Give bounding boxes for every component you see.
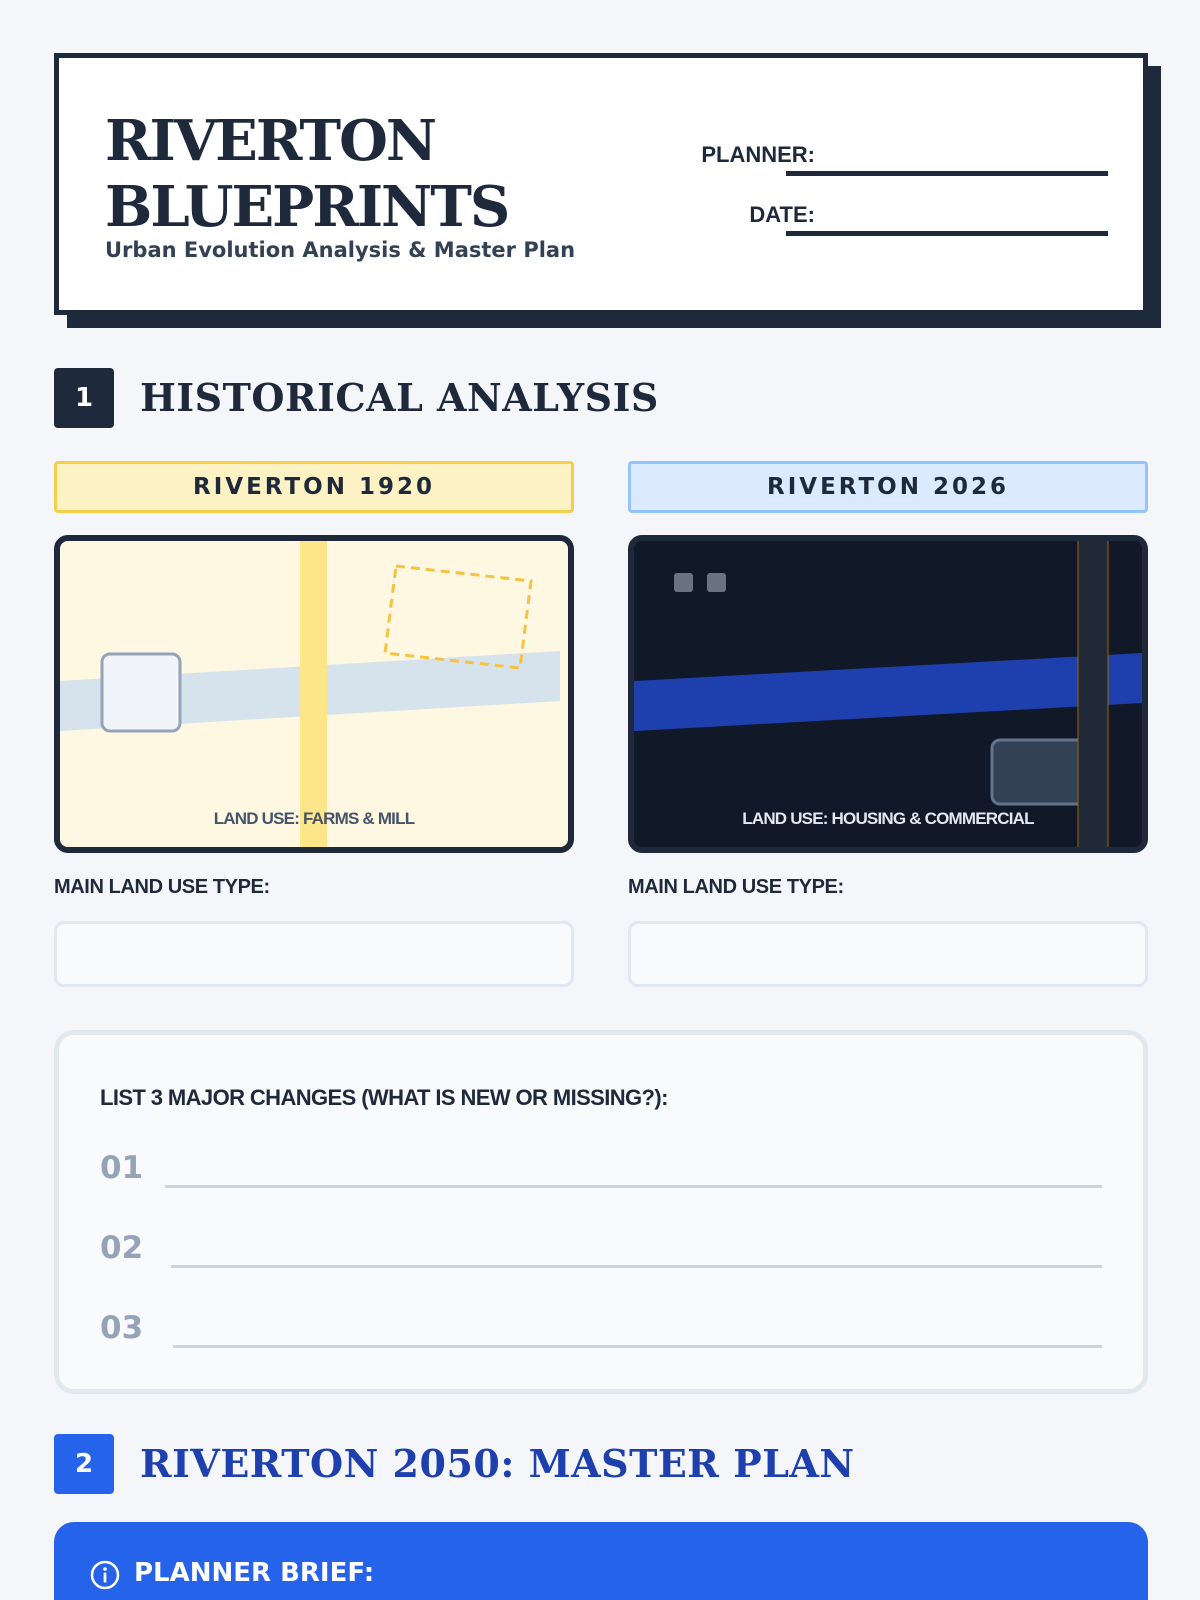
- section-2-number: 2: [54, 1434, 114, 1494]
- map-2026-drawing: [634, 541, 1142, 847]
- change-number-1: 01: [100, 1150, 144, 1186]
- land-use-input-1920[interactable]: [54, 921, 574, 987]
- worksheet-subtitle: Urban Evolution Analysis & Master Plan: [105, 238, 576, 262]
- change-line-2[interactable]: [171, 1265, 1102, 1268]
- section-2-title: RIVERTON 2050: MASTER PLAN: [140, 1441, 855, 1486]
- land-use-label-1920: MAIN LAND USE TYPE:: [54, 876, 270, 898]
- map-1920-caption: LAND USE: FARMS & MILL: [213, 809, 415, 828]
- title-line-2: BLUEPRINTS: [105, 174, 509, 240]
- change-number-2: 02: [100, 1230, 144, 1266]
- land-use-input-2026[interactable]: [628, 921, 1148, 987]
- road-shape: [300, 541, 327, 847]
- commercial-building: [992, 740, 1092, 804]
- change-line-3[interactable]: [173, 1345, 1102, 1348]
- major-changes-title: LIST 3 MAJOR CHANGES (WHAT IS NEW OR MISSING?):: [100, 1085, 668, 1110]
- planner-label: PLANNER:: [701, 142, 815, 167]
- title-line-1: RIVERTON: [105, 108, 436, 174]
- land-use-label-2026: MAIN LAND USE TYPE:: [628, 876, 844, 898]
- change-line-1[interactable]: [165, 1185, 1102, 1188]
- map-2026: [628, 535, 1148, 853]
- date-field[interactable]: [786, 231, 1108, 236]
- era-label-1920: RIVERTON 1920: [54, 461, 574, 513]
- house-block-1: [674, 573, 693, 592]
- date-label: DATE:: [749, 202, 815, 227]
- section-1-number: 1: [54, 368, 114, 428]
- map-1920: [54, 535, 574, 853]
- mill-building: [102, 654, 180, 731]
- map-1920-drawing: [60, 541, 568, 847]
- map-2026-caption: LAND USE: HOUSING & COMMERCIAL: [742, 809, 1034, 828]
- section-1-title: HISTORICAL ANALYSIS: [140, 375, 659, 420]
- planner-brief-title: PLANNER BRIEF:: [134, 1558, 375, 1588]
- highway-shape: [1078, 541, 1108, 847]
- era-label-2026: RIVERTON 2026: [628, 461, 1148, 513]
- house-block-2: [707, 573, 726, 592]
- planner-field[interactable]: [786, 171, 1108, 176]
- info-icon: [90, 1560, 120, 1590]
- planner-brief-panel: [54, 1522, 1148, 1600]
- worksheet-title: [105, 108, 508, 240]
- major-changes-box: [54, 1030, 1148, 1394]
- header-card: [54, 53, 1148, 315]
- change-number-3: 03: [100, 1310, 144, 1346]
